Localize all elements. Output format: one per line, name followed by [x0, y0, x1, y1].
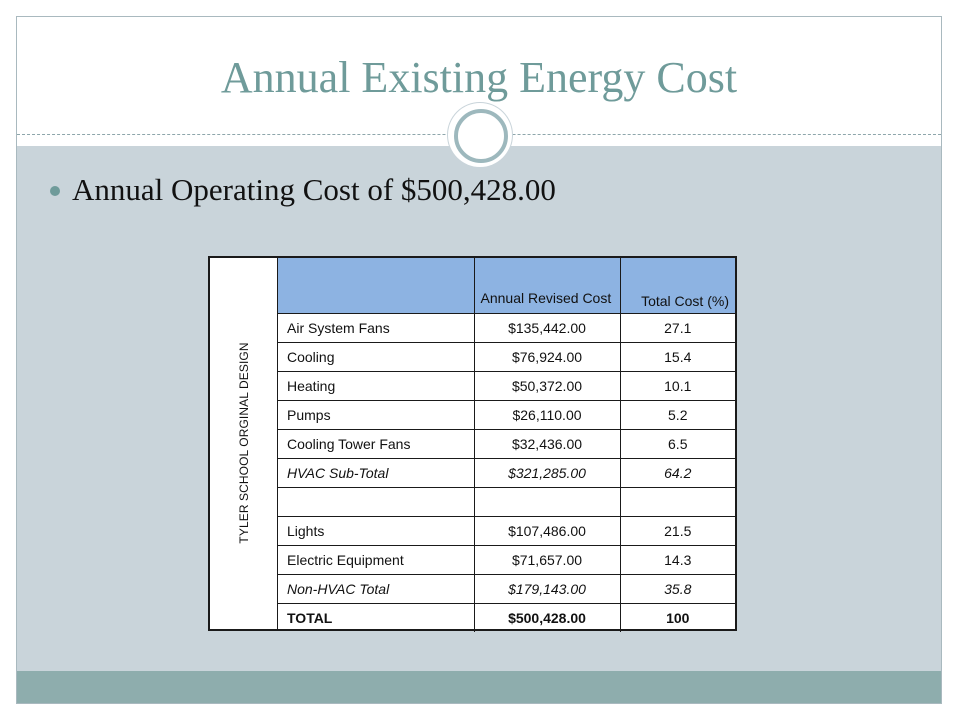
row-cost-cell: $135,442.00 [474, 313, 620, 342]
side-label: TYLER SCHOOL ORGINAL DESIGN [237, 342, 251, 544]
row-cost-cell: $500,428.00 [474, 603, 620, 632]
row-label-cell: Air System Fans [278, 313, 474, 342]
table-row [278, 313, 735, 342]
row-cost-cell: $32,436.00 [474, 429, 620, 458]
table-row [278, 429, 735, 458]
cost-table [208, 256, 737, 631]
row-label-cell: Heating [278, 371, 474, 400]
row-percent-cell: 64.2 [620, 458, 735, 487]
table-row [278, 458, 735, 487]
row-cost-cell: $26,110.00 [474, 400, 620, 429]
row-percent-cell: 21.5 [620, 516, 735, 545]
row-percent-cell: 100 [620, 603, 735, 632]
table-row [278, 342, 735, 371]
row-label-cell: Cooling Tower Fans [278, 429, 474, 458]
bullet-item [50, 168, 556, 212]
row-percent-cell: 15.4 [620, 342, 735, 371]
bullet-dot-icon [50, 186, 60, 196]
side-label-cell [210, 258, 278, 629]
row-cost-cell: $71,657.00 [474, 545, 620, 574]
row-label-cell: Cooling [278, 342, 474, 371]
row-label-cell: Non-HVAC Total [278, 574, 474, 603]
slide-title: Annual Existing Energy Cost [220, 53, 738, 102]
ring-ornament-icon [448, 103, 512, 167]
row-label-cell: Lights [278, 516, 474, 545]
table-row [278, 603, 735, 632]
row-cost-cell: $179,143.00 [474, 574, 620, 603]
table-row [278, 400, 735, 429]
row-cost-cell: $107,486.00 [474, 516, 620, 545]
row-percent-cell: 35.8 [620, 574, 735, 603]
row-label-cell: Electric Equipment [278, 545, 474, 574]
row-percent-cell: 6.5 [620, 429, 735, 458]
ring-inner [454, 109, 508, 163]
bullet-text: Annual Operating Cost of $500,428.00 [72, 172, 556, 207]
row-percent-cell: 27.1 [620, 313, 735, 342]
header-cell-cost: Annual Revised Cost [474, 258, 620, 313]
row-cost-cell [474, 487, 620, 516]
table-row [278, 371, 735, 400]
row-label-cell: Pumps [278, 400, 474, 429]
table-body [278, 313, 735, 632]
row-percent-cell: 10.1 [620, 371, 735, 400]
row-label-cell [278, 487, 474, 516]
table-row [278, 516, 735, 545]
row-percent-cell: 5.2 [620, 400, 735, 429]
row-cost-cell: $76,924.00 [474, 342, 620, 371]
table-row [278, 545, 735, 574]
row-cost-cell: $50,372.00 [474, 371, 620, 400]
row-label-cell: HVAC Sub-Total [278, 458, 474, 487]
footer-band [17, 671, 941, 703]
table-row [278, 487, 735, 516]
table-row [278, 574, 735, 603]
row-percent-cell: 14.3 [620, 545, 735, 574]
row-percent-cell [620, 487, 735, 516]
table-header-row [278, 258, 735, 313]
row-label-cell: TOTAL [278, 603, 474, 632]
cost-table-grid [278, 258, 735, 632]
header-cell-percent: Total Cost (%) [620, 258, 735, 313]
row-cost-cell: $321,285.00 [474, 458, 620, 487]
header-cell-label [278, 258, 474, 313]
